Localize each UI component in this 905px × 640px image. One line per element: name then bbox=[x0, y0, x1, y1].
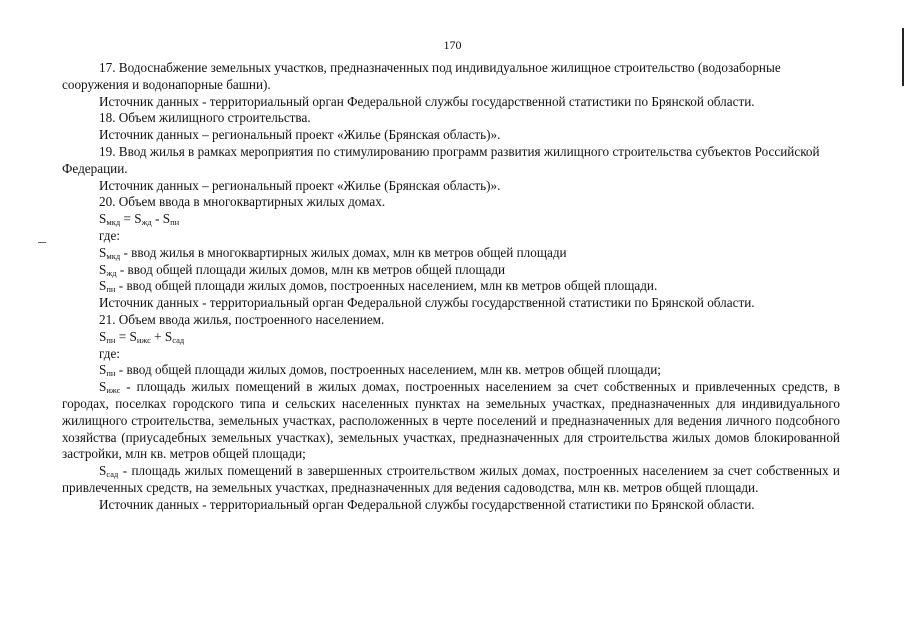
definition-s-pn: $S_{пн}$ - ввод общей площади жилых домов, построенных населением, млн кв метров общей площади. bbox=[99, 278, 658, 295]
where-label-21: где: bbox=[99, 345, 120, 361]
definition-s-sad: $S_{сад}$ - площадь жилых помещений в завершенных строительством жилых домах, построенных населением за счет собственных и привлеченных средств, на земельных участках, предназначенных для ведения садоводства, млн кв. метров общей площади. bbox=[62, 463, 840, 495]
source-18: Источник данных – региональный проект «Жилье (Брянская область)». bbox=[99, 127, 501, 143]
source-19: Источник данных – региональный проект «Жилье (Брянская область)». bbox=[99, 177, 501, 193]
formula-20: $S_{мкд} = S_{жд} - S_{пн}$ bbox=[99, 211, 180, 228]
formula-21: $S_{пн} = S_{ижс} + S_{сад}$ bbox=[99, 328, 185, 345]
item-21: 21. Объем ввода жилья, построенного населением. bbox=[99, 311, 385, 327]
page-number: 170 bbox=[443, 38, 462, 52]
where-label-20: где: bbox=[99, 227, 120, 243]
scan-mark bbox=[38, 242, 46, 243]
item-17: 17. Водоснабжение земельных участков, предназначенных под индивидуальное жилищное строительство (водозаборные сооружения и водонапорные башни). bbox=[62, 60, 781, 92]
document-body bbox=[62, 60, 840, 514]
item-19: 19. Ввод жилья в рамках мероприятия по стимулированию программ развития жилищного строительства субъектов Российской Федерации. bbox=[62, 143, 820, 176]
definition-s-pn-21: $S_{пн}$ - ввод общей площади жилых домов, построенных населением, млн кв. метров общей площади; bbox=[99, 362, 661, 379]
item-18: 18. Объем жилищного строительства. bbox=[99, 110, 311, 126]
item-20: 20. Объем ввода в многоквартирных жилых домах. bbox=[99, 194, 386, 210]
definition-s-mkd: $S_{мкд}$ - ввод жилья в многоквартирных жилых домах, млн кв метров общей площади bbox=[99, 244, 567, 261]
definition-s-izhs: $S_{ижс}$ - площадь жилых помещений в жилых домах, построенных населением за счет собственных и привлеченных средств, в городах, поселках городского типа и сельских населенных пунктах на земельных участках, предназначенных для индивидуального жилищного строительства, земельных участках, расположенных в черте поселений и предназначенных для ведения личного подсобного хозяйства (приусадебных земельных участках), земельных участках, предназначенных для строительства жилых домов блокированной застройки, млн кв. метров общей площади; bbox=[62, 379, 840, 462]
definition-s-zhd: $S_{жд}$ - ввод общей площади жилых домов, млн кв метров общей площади bbox=[99, 261, 506, 278]
scan-edge-line bbox=[902, 28, 904, 86]
source-17: Источник данных - территориальный орган Федеральной службы государственной статистики по Брянской области. bbox=[99, 93, 755, 109]
source-20: Источник данных - территориальный орган Федеральной службы государственной статистики по Брянской области. bbox=[99, 295, 755, 311]
source-21: Источник данных - территориальный орган Федеральной службы государственной статистики по Брянской области. bbox=[99, 496, 755, 512]
